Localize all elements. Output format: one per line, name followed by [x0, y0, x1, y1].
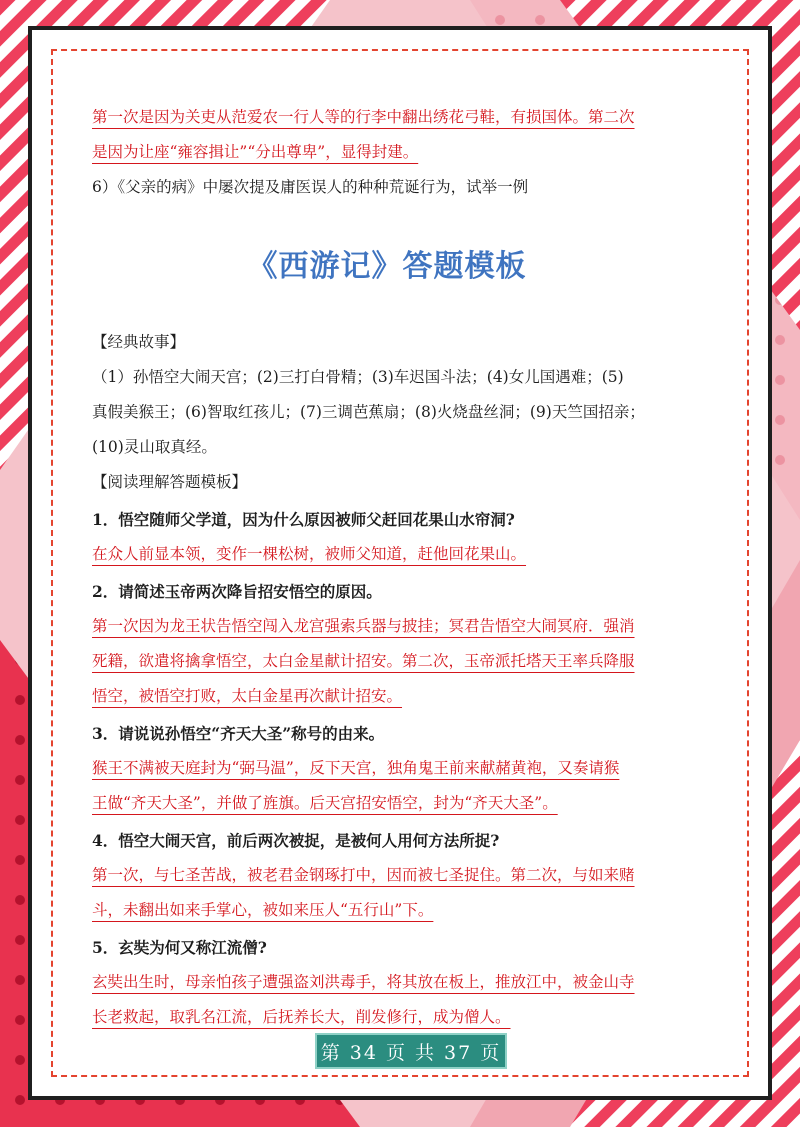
classic-stories-line-2: 真假美猴王；(6)智取红孩儿；(7)三调芭蕉扇；(8)火烧盘丝洞；(9)天竺国招亲；: [92, 403, 645, 421]
top-answer-line-2: 是因为让座“雍容揖让”“分出尊卑”，显得封建。: [92, 143, 419, 161]
answer-2-line-2: 死籍，欲遣将擒拿悟空，太白金星献计招安。第二次，玉帝派托塔天王率兵降服: [92, 652, 635, 670]
top-question: 6）《父亲的病》中屡次提及庸医误人的种种荒诞行为，试举一例: [92, 178, 529, 196]
answer-5-line-2: 长老救起，取乳名江流，后抚养长大，削发修行，成为僧人。: [92, 1008, 511, 1026]
top-answer-line-1: 第一次是因为关吏从范爱农一行人等的行李中翻出绣花弓鞋，有损国体。第二次: [92, 108, 635, 126]
question-3: 3．请说说孙悟空“齐天大圣”称号的由来。: [92, 724, 385, 743]
question-4: 4．悟空大闹天宫，前后两次被捉，是被何人用何方法所捉?: [92, 831, 500, 850]
page-content: [92, 100, 682, 1035]
classic-stories-line-1: （1）孙悟空大闹天宫；(2)三打白骨精；(3)车迟国斗法；(4)女儿国遇难；(5): [92, 368, 624, 386]
question-5: 5．玄奘为何又称江流僧?: [92, 938, 267, 957]
answer-3-line-1: 猴王不满被天庭封为“弼马温”，反下天宫，独角鬼王前来献赭黄袍，又奏请猴: [92, 759, 620, 777]
answer-4-line-1: 第一次，与七圣苦战，被老君金钢琢打中，因而被七圣捉住。第二次，与如来赌: [92, 866, 635, 884]
page-number-badge: 第 34 页 共 37 页: [315, 1033, 507, 1069]
classic-stories-header: 【经典故事】: [92, 333, 186, 351]
answer-4-line-2: 斗，未翻出如来手掌心，被如来压人“五行山”下。: [92, 901, 434, 919]
classic-stories-line-3: (10)灵山取真经。: [92, 438, 217, 456]
question-2: 2．请简述玉帝两次降旨招安悟空的原因。: [92, 582, 382, 601]
question-1: 1．悟空随师父学道，因为什么原因被师父赶回花果山水帘洞?: [92, 510, 515, 529]
answer-5-line-1: 玄奘出生时，母亲怕孩子遭强盗刘洪毒手，将其放在板上，推放江中，被金山寺: [92, 973, 635, 991]
answer-2-line-3: 悟空，被悟空打败，太白金星再次献计招安。: [92, 687, 403, 705]
section-title: 《西游记》答题模板: [247, 249, 527, 284]
answer-3-line-2: 王做“齐天大圣”，并做了旌旗。后天宫招安悟空，封为“齐天大圣”。: [92, 794, 558, 812]
answer-1-line-1: 在众人前显本领，变作一棵松树，被师父知道，赶他回花果山。: [92, 545, 527, 563]
answer-2-line-1: 第一次因为龙王状告悟空闯入龙宫强索兵器与披挂；冥君告悟空大闹冥府．强消: [92, 617, 635, 635]
reading-template-header: 【阅读理解答题模板】: [92, 473, 248, 491]
